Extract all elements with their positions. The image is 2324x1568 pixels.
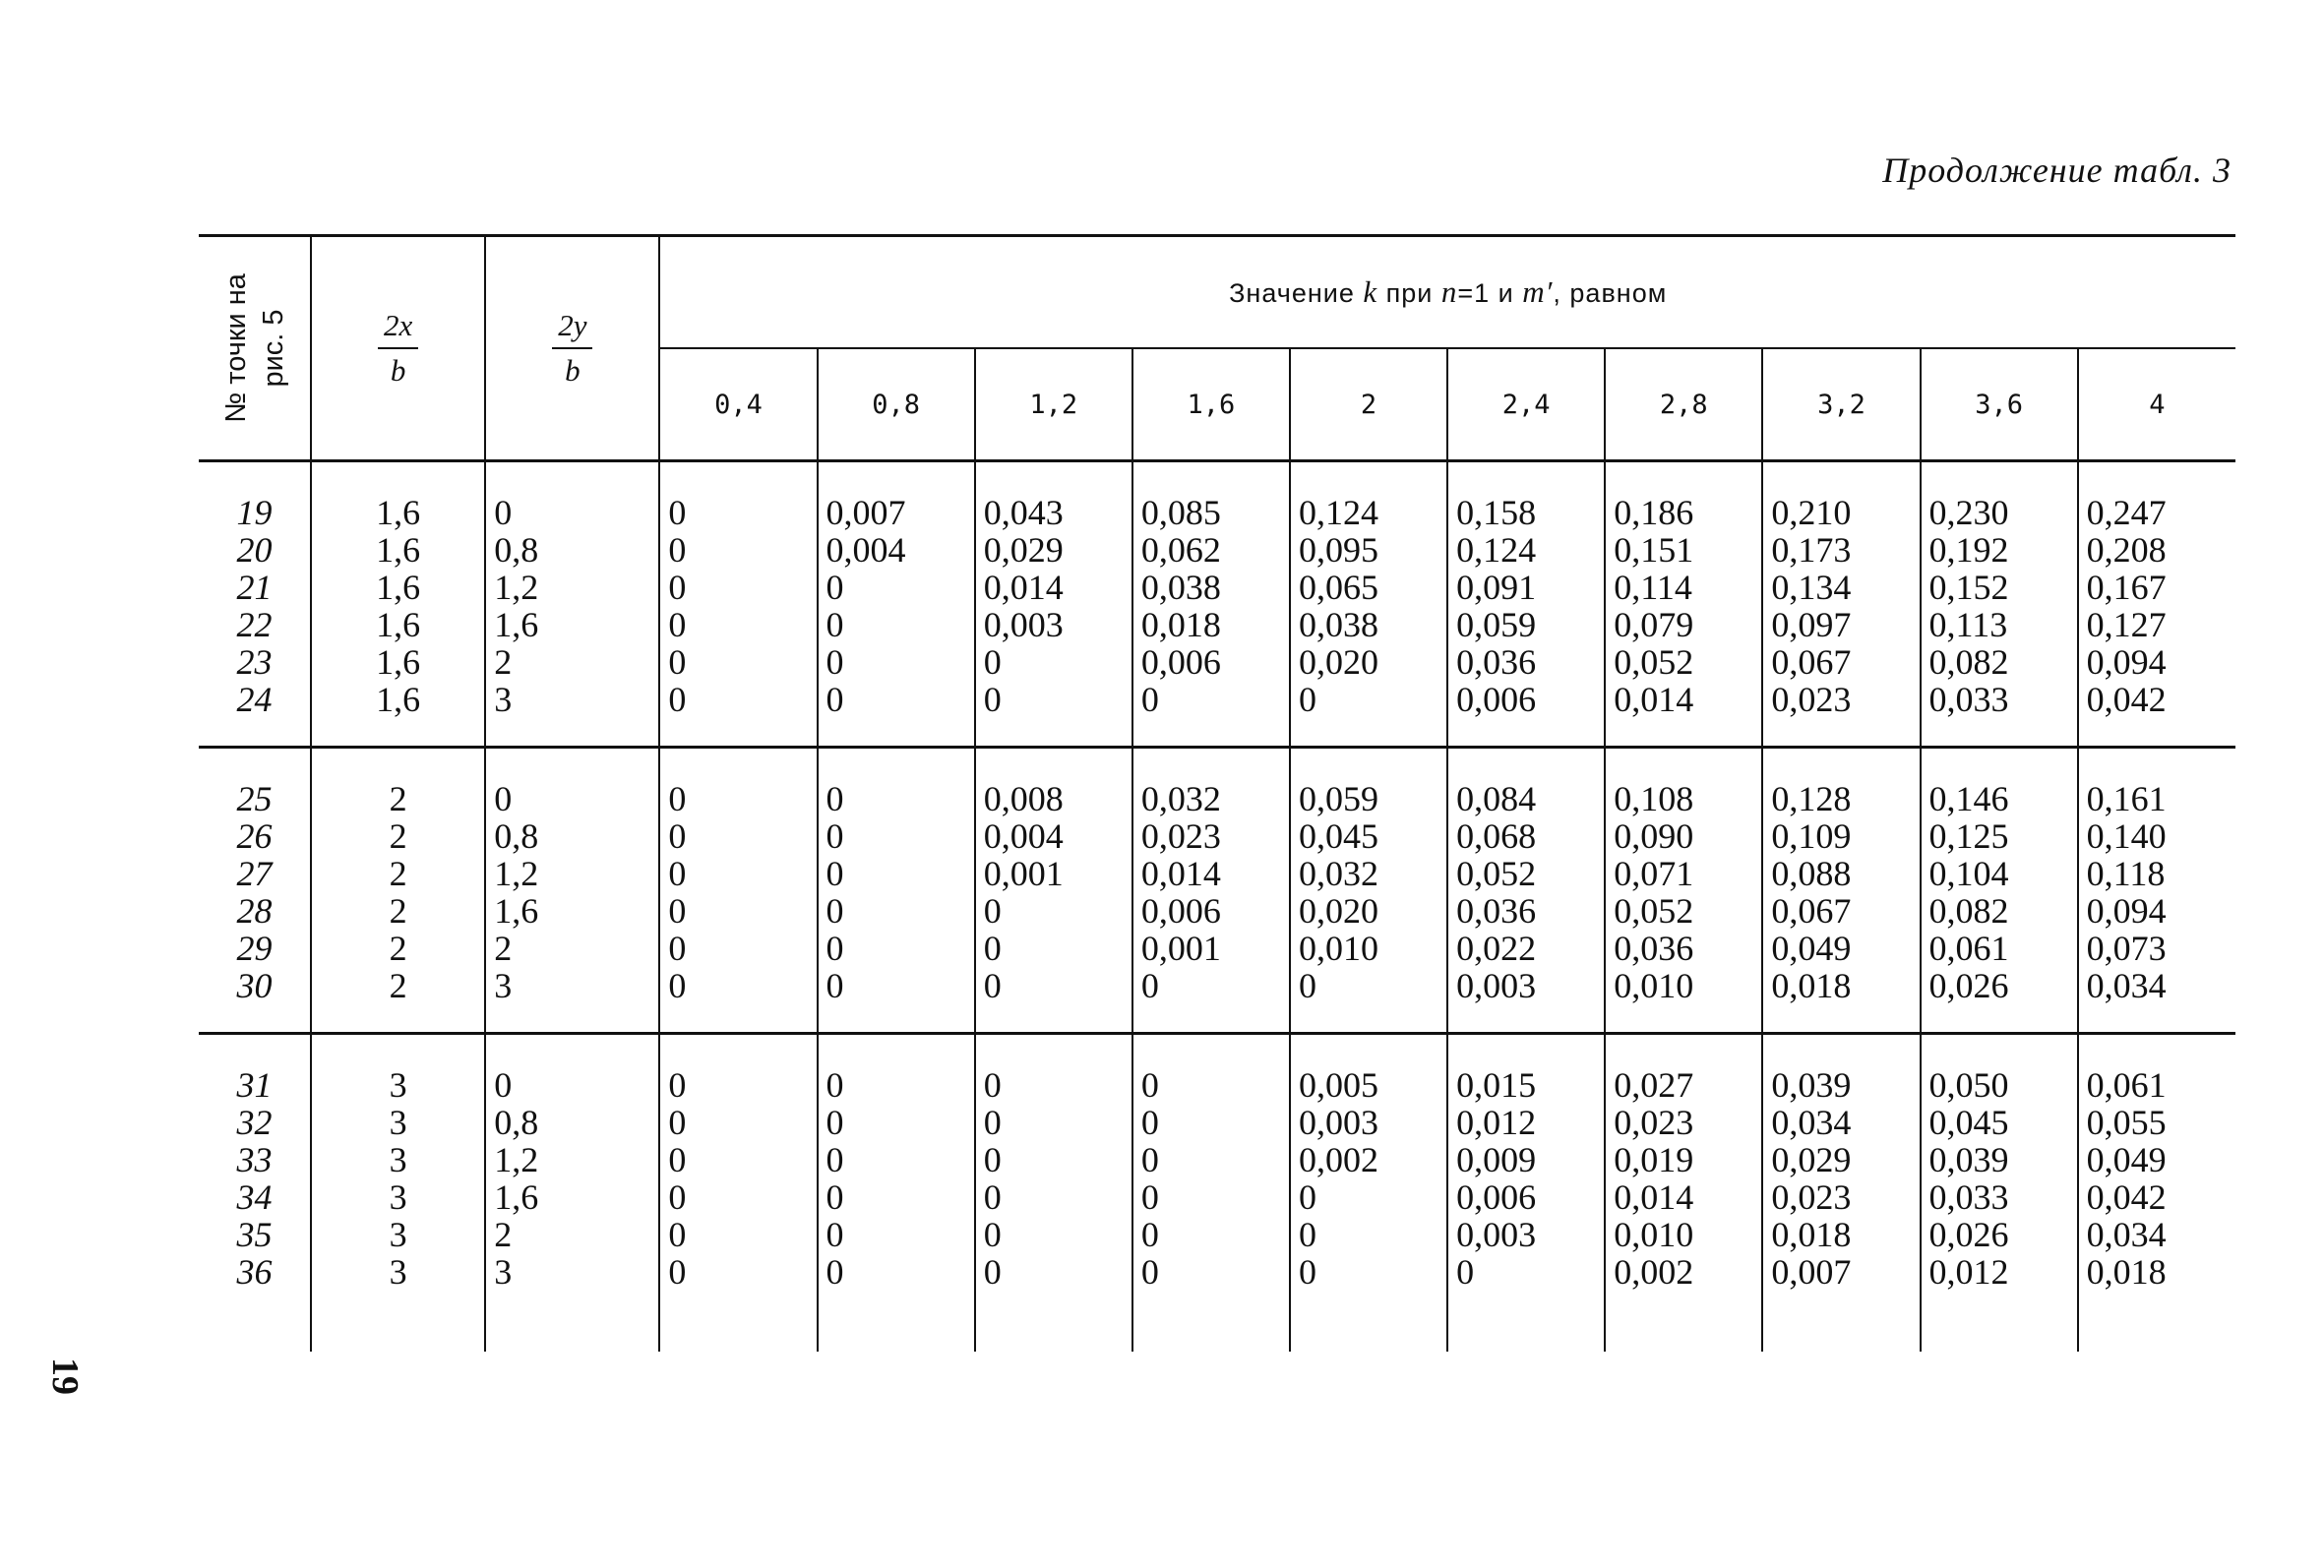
k-value-cell: 0,010 [1605, 967, 1762, 1034]
k-value-cell: 0 [818, 967, 975, 1034]
k-value-cell: 0 [975, 681, 1132, 748]
k-value-cell: 0,002 [1290, 1141, 1447, 1178]
y-ratio-cell: 2 [485, 643, 659, 681]
k-value-cell: 0 [975, 1216, 1132, 1253]
k-value-cell: 0,114 [1605, 569, 1762, 606]
row-group [199, 748, 2235, 1034]
k-value-cell: 0,029 [975, 531, 1132, 569]
point-number-cell: 19 [199, 461, 311, 532]
k-value-cell: 0,082 [1921, 892, 2078, 930]
table-row [199, 643, 2235, 681]
y-ratio-cell: 1,6 [485, 1178, 659, 1216]
k-value-cell: 0,088 [1762, 855, 1920, 892]
k-value-cell: 0,019 [1605, 1141, 1762, 1178]
k-value-cell: 0 [818, 855, 975, 892]
y-ratio-cell: 1,2 [485, 1141, 659, 1178]
table-row [199, 748, 2235, 818]
x-fraction-numerator: 2x [378, 308, 418, 349]
table-row [199, 967, 2235, 1034]
point-number-cell: 23 [236, 642, 273, 682]
table-row [199, 1178, 2235, 1216]
k-value-cell: 0,084 [1447, 748, 1605, 818]
x-ratio-cell: 2 [311, 817, 485, 855]
k-value-cell: 0,001 [1132, 930, 1290, 967]
k-value-cell: 0,065 [1290, 569, 1447, 606]
k-value-cell: 0,090 [1605, 817, 1762, 855]
k-value-cell: 0,015 [1447, 1034, 1605, 1105]
table-row [199, 892, 2235, 930]
k-value-cell: 0,036 [1605, 930, 1762, 967]
k-value-cell: 0,068 [1447, 817, 1605, 855]
y-ratio-cell: 0 [485, 748, 659, 818]
k-value-cell: 0,059 [1290, 748, 1447, 818]
k-value-cell: 0 [1290, 1216, 1447, 1253]
table-row [199, 569, 2235, 606]
table-row [199, 817, 2235, 855]
k-value-cell: 0,082 [1921, 643, 2078, 681]
point-header-line1: № точки на [219, 273, 252, 423]
k-value-cell: 0,052 [1605, 643, 1762, 681]
m-value-header: 2,8 [1605, 348, 1762, 461]
k-value-cell: 0,045 [1921, 1104, 2078, 1141]
y-ratio-cell: 0 [485, 461, 659, 532]
y-fraction-numerator: 2y [552, 308, 592, 349]
k-value-cell: 0 [818, 569, 975, 606]
k-value-cell: 0,018 [1762, 967, 1920, 1034]
y-ratio-cell: 2 [485, 930, 659, 967]
x-ratio-cell: 3 [311, 1104, 485, 1141]
k-value-cell: 0 [659, 855, 817, 892]
k-value-cell: 0,061 [2078, 1034, 2235, 1105]
point-number-cell: 33 [236, 1140, 273, 1179]
k-value-cell: 0 [975, 1253, 1132, 1352]
k-value-cell: 0,052 [1605, 892, 1762, 930]
k-value-cell: 0,173 [1762, 531, 1920, 569]
point-number-cell: 32 [236, 1103, 273, 1142]
k-value-cell: 0,094 [2078, 643, 2235, 681]
k-value-cell: 0 [818, 643, 975, 681]
x-ratio-cell: 2 [311, 748, 485, 818]
k-value-cell: 0 [659, 681, 817, 748]
point-number-cell: 21 [236, 568, 273, 607]
k-value-cell: 0,018 [1132, 606, 1290, 643]
k-value-cell: 0 [818, 1034, 975, 1105]
k-value-cell: 0,128 [1762, 748, 1920, 818]
k-value-cell: 0,033 [1921, 1178, 2078, 1216]
x-ratio-cell: 3 [311, 1178, 485, 1216]
y-ratio-cell: 3 [485, 967, 659, 1034]
k-value-cell: 0,001 [975, 855, 1132, 892]
k-value-cell: 0,007 [1762, 1253, 1920, 1352]
table-row [199, 1141, 2235, 1178]
k-value-cell: 0,018 [2078, 1253, 2235, 1352]
k-value-cell: 0,008 [975, 748, 1132, 818]
point-number-cell: 29 [236, 929, 273, 968]
x-ratio-cell: 1,6 [311, 461, 485, 532]
k-value-cell: 0 [659, 1178, 817, 1216]
k-value-cell: 0,118 [2078, 855, 2235, 892]
k-value-cell: 0,003 [975, 606, 1132, 643]
point-number-cell: 22 [236, 605, 273, 644]
k-value-cell: 0,073 [2078, 930, 2235, 967]
point-number-cell: 20 [236, 530, 273, 570]
x-ratio-cell: 2 [311, 930, 485, 967]
k-value-cell: 0 [818, 681, 975, 748]
m-value-header: 2,4 [1447, 348, 1605, 461]
point-number-cell: 36 [236, 1252, 273, 1292]
m-value-header: 1,6 [1132, 348, 1290, 461]
k-value-cell: 0 [659, 643, 817, 681]
point-column-header [199, 236, 311, 461]
k-value-cell: 0,014 [1132, 855, 1290, 892]
k-value-cell: 0,033 [1921, 681, 2078, 748]
m-value-header: 2 [1290, 348, 1447, 461]
k-value-cell: 0 [975, 967, 1132, 1034]
k-value-cell: 0 [1447, 1253, 1605, 1352]
k-value-cell: 0,032 [1132, 748, 1290, 818]
group-header-m: m′ [1522, 274, 1554, 309]
k-value-cell: 0 [1132, 1104, 1290, 1141]
table-row [199, 1253, 2235, 1352]
k-value-cell: 0 [818, 817, 975, 855]
k-value-cell: 0 [818, 748, 975, 818]
k-value-cell: 0,012 [1447, 1104, 1605, 1141]
k-value-cell: 0,036 [1447, 892, 1605, 930]
point-number-cell: 31 [199, 1034, 311, 1105]
k-value-cell: 0,055 [2078, 1104, 2235, 1141]
y-ratio-cell: 3 [485, 681, 659, 748]
x-ratio-cell: 3 [311, 1253, 485, 1352]
x-ratio-cell: 2 [311, 967, 485, 1034]
k-value-cell: 0,049 [2078, 1141, 2235, 1178]
k-value-cell: 0,003 [1447, 1216, 1605, 1253]
k-value-cell: 0,061 [1921, 930, 2078, 967]
k-value-cell: 0,158 [1447, 461, 1605, 532]
point-number-cell: 27 [236, 854, 273, 893]
k-value-cell: 0 [818, 892, 975, 930]
k-value-cell: 0 [659, 892, 817, 930]
k-value-cell: 0,012 [1921, 1253, 2078, 1352]
k-value-cell: 0,014 [1605, 681, 1762, 748]
k-value-cell: 0,010 [1605, 1216, 1762, 1253]
table-caption: Продолжение табл. 3 [1882, 151, 2232, 190]
k-value-cell: 0,014 [1605, 1178, 1762, 1216]
k-value-cell: 0,052 [1447, 855, 1605, 892]
k-value-cell: 0,006 [1447, 1178, 1605, 1216]
k-value-cell: 0,004 [818, 531, 975, 569]
k-value-cell: 0,210 [1762, 461, 1920, 532]
k-value-cell: 0 [975, 1141, 1132, 1178]
k-value-cell: 0 [818, 1141, 975, 1178]
k-value-cell: 0,085 [1132, 461, 1290, 532]
point-header-line2: рис. 5 [257, 309, 289, 388]
k-value-cell: 0 [975, 1034, 1132, 1105]
point-number-cell: 25 [199, 748, 311, 818]
k-value-cell: 0,167 [2078, 569, 2235, 606]
table-row [199, 606, 2235, 643]
k-value-cell: 0,038 [1290, 606, 1447, 643]
table-row [199, 1034, 2235, 1105]
k-value-cell: 0,007 [818, 461, 975, 532]
k-value-cell: 0,208 [2078, 531, 2235, 569]
k-value-cell: 0 [659, 967, 817, 1034]
k-value-cell: 0 [975, 1178, 1132, 1216]
k-value-cell: 0 [659, 606, 817, 643]
k-value-cell: 0 [1290, 1178, 1447, 1216]
k-value-cell: 0,091 [1447, 569, 1605, 606]
x-ratio-cell: 2 [311, 855, 485, 892]
k-value-cell: 0 [1290, 681, 1447, 748]
x-ratio-cell: 1,6 [311, 569, 485, 606]
k-value-cell: 0,134 [1762, 569, 1920, 606]
k-value-cell: 0 [659, 1216, 817, 1253]
y-ratio-cell: 3 [485, 1253, 659, 1352]
k-value-cell: 0,038 [1132, 569, 1290, 606]
x-column-header [311, 236, 485, 461]
k-value-cell: 0 [1132, 681, 1290, 748]
x-ratio-cell: 3 [311, 1216, 485, 1253]
k-value-cell: 0,124 [1447, 531, 1605, 569]
k-value-cell: 0,108 [1605, 748, 1762, 818]
k-value-cell: 0,067 [1762, 892, 1920, 930]
page-number: 19 [44, 1357, 86, 1395]
k-value-cell: 0,045 [1290, 817, 1447, 855]
point-number-cell: 34 [236, 1177, 273, 1217]
m-value-header: 3,6 [1921, 348, 2078, 461]
k-value-cell: 0 [659, 531, 817, 569]
k-value-cell: 0 [659, 748, 817, 818]
k-value-cell: 0 [975, 643, 1132, 681]
x-ratio-cell: 1,6 [311, 643, 485, 681]
coefficient-table [199, 234, 2235, 1352]
k-value-cell: 0,006 [1132, 892, 1290, 930]
k-value-cell: 0,039 [1762, 1034, 1920, 1105]
k-value-cell: 0,009 [1447, 1141, 1605, 1178]
k-value-cell: 0,003 [1290, 1104, 1447, 1141]
k-value-cell: 0,034 [2078, 1216, 2235, 1253]
y-ratio-cell: 1,6 [485, 892, 659, 930]
k-value-cell: 0 [975, 930, 1132, 967]
k-value-cell: 0,029 [1762, 1141, 1920, 1178]
x-ratio-cell: 3 [311, 1141, 485, 1178]
k-value-cell: 0 [1132, 1141, 1290, 1178]
k-value-cell: 0,146 [1921, 748, 2078, 818]
k-value-cell: 0,067 [1762, 643, 1920, 681]
k-value-cell: 0,010 [1290, 930, 1447, 967]
table-row [199, 531, 2235, 569]
k-value-cell: 0,022 [1447, 930, 1605, 967]
y-ratio-cell: 1,2 [485, 569, 659, 606]
k-value-cell: 0 [818, 1216, 975, 1253]
k-value-cell: 0 [1132, 1216, 1290, 1253]
group-header-text: при [1377, 278, 1441, 308]
y-ratio-cell: 1,6 [485, 606, 659, 643]
k-value-cell: 0,005 [1290, 1034, 1447, 1105]
k-value-cell: 0,062 [1132, 531, 1290, 569]
point-number-cell: 30 [236, 966, 273, 1005]
k-value-cell: 0,039 [1921, 1141, 2078, 1178]
k-value-cell: 0 [1132, 1178, 1290, 1216]
k-value-cell: 0 [659, 1104, 817, 1141]
y-ratio-cell: 0,8 [485, 817, 659, 855]
k-value-cell: 0,192 [1921, 531, 2078, 569]
table-row [199, 681, 2235, 748]
x-ratio-cell: 2 [311, 892, 485, 930]
k-value-cell: 0,127 [2078, 606, 2235, 643]
row-group [199, 461, 2235, 748]
x-ratio-cell: 3 [311, 1034, 485, 1105]
k-value-cell: 0,020 [1290, 643, 1447, 681]
k-value-cell: 0 [975, 1104, 1132, 1141]
k-value-cell: 0,109 [1762, 817, 1920, 855]
k-value-cell: 0,034 [2078, 967, 2235, 1034]
k-value-cell: 0,140 [2078, 817, 2235, 855]
k-value-cell: 0,036 [1447, 643, 1605, 681]
group-header-k: k [1363, 274, 1378, 309]
k-value-cell: 0,059 [1447, 606, 1605, 643]
y-fraction-denominator: b [565, 353, 581, 388]
k-value-cell: 0,027 [1605, 1034, 1762, 1105]
m-value-header: 0,4 [659, 348, 817, 461]
k-value-cell: 0,113 [1921, 606, 2078, 643]
y-ratio-cell: 0 [485, 1034, 659, 1105]
point-number-cell: 35 [236, 1215, 273, 1254]
k-value-cell: 0,020 [1290, 892, 1447, 930]
point-number-cell: 28 [236, 891, 273, 931]
k-value-cell: 0,006 [1447, 681, 1605, 748]
k-value-cell: 0 [1132, 967, 1290, 1034]
k-value-cell: 0 [659, 1034, 817, 1105]
k-value-cell: 0,247 [2078, 461, 2235, 532]
x-fraction-denominator: b [390, 353, 406, 388]
k-value-cell: 0,042 [2078, 681, 2235, 748]
k-value-cell: 0,079 [1605, 606, 1762, 643]
k-value-cell: 0,023 [1605, 1104, 1762, 1141]
k-value-cell: 0,095 [1290, 531, 1447, 569]
k-value-cell: 0 [1132, 1253, 1290, 1352]
k-value-cell: 0,014 [975, 569, 1132, 606]
k-value-cell: 0,043 [975, 461, 1132, 532]
table-row [199, 1216, 2235, 1253]
table-row [199, 930, 2235, 967]
k-value-cell: 0,104 [1921, 855, 2078, 892]
k-value-cell: 0,023 [1762, 681, 1920, 748]
k-value-cell: 0 [818, 1104, 975, 1141]
m-value-header: 0,8 [818, 348, 975, 461]
k-value-cell: 0,026 [1921, 1216, 2078, 1253]
k-value-cell: 0,161 [2078, 748, 2235, 818]
k-value-cell: 0,034 [1762, 1104, 1920, 1141]
table-header [199, 236, 2235, 461]
k-value-cell: 0 [818, 606, 975, 643]
k-value-cell: 0,230 [1921, 461, 2078, 532]
y-column-header [485, 236, 659, 461]
k-value-cell: 0 [659, 1141, 817, 1178]
m-value-header: 4 [2078, 348, 2235, 461]
k-value-cell: 0 [659, 461, 817, 532]
k-value-cell: 0,023 [1762, 1178, 1920, 1216]
y-ratio-cell: 2 [485, 1216, 659, 1253]
k-value-cell: 0 [659, 817, 817, 855]
group-header-text: =1 и [1457, 278, 1523, 308]
k-value-cell: 0,023 [1132, 817, 1290, 855]
k-value-cell: 0,002 [1605, 1253, 1762, 1352]
k-value-cell: 0,026 [1921, 967, 2078, 1034]
k-value-cell: 0,186 [1605, 461, 1762, 532]
k-value-cell: 0,094 [2078, 892, 2235, 930]
k-value-cell: 0 [1290, 967, 1447, 1034]
k-value-cell: 0 [1290, 1253, 1447, 1352]
row-group [199, 1034, 2235, 1353]
k-value-cell: 0 [818, 1178, 975, 1216]
group-header-text: Значение [1229, 278, 1364, 308]
k-value-cell: 0,097 [1762, 606, 1920, 643]
k-value-cell: 0 [659, 930, 817, 967]
table-row [199, 1104, 2235, 1141]
k-value-cell: 0,050 [1921, 1034, 2078, 1105]
x-ratio-cell: 1,6 [311, 681, 485, 748]
k-value-cell: 0 [818, 1253, 975, 1352]
table-row [199, 855, 2235, 892]
group-header-text: , равном [1553, 278, 1668, 308]
k-value-cell: 0,049 [1762, 930, 1920, 967]
k-values-group-header [659, 236, 2235, 349]
k-value-cell: 0 [818, 930, 975, 967]
y-ratio-cell: 0,8 [485, 531, 659, 569]
point-number-cell: 24 [236, 680, 273, 719]
k-value-cell: 0,042 [2078, 1178, 2235, 1216]
k-value-cell: 0,006 [1132, 643, 1290, 681]
k-value-cell: 0 [1132, 1034, 1290, 1105]
k-value-cell: 0,125 [1921, 817, 2078, 855]
k-value-cell: 0,152 [1921, 569, 2078, 606]
k-value-cell: 0,124 [1290, 461, 1447, 532]
k-value-cell: 0,003 [1447, 967, 1605, 1034]
k-value-cell: 0 [659, 1253, 817, 1352]
y-ratio-cell: 1,2 [485, 855, 659, 892]
table-row [199, 461, 2235, 532]
x-ratio-cell: 1,6 [311, 531, 485, 569]
m-value-header: 1,2 [975, 348, 1132, 461]
point-number-cell: 26 [236, 816, 273, 856]
group-header-n: n [1440, 274, 1458, 309]
k-value-cell: 0,004 [975, 817, 1132, 855]
k-value-cell: 0 [975, 892, 1132, 930]
y-ratio-cell: 0,8 [485, 1104, 659, 1141]
k-value-cell: 0,018 [1762, 1216, 1920, 1253]
k-value-cell: 0,032 [1290, 855, 1447, 892]
k-value-cell: 0,151 [1605, 531, 1762, 569]
k-value-cell: 0 [659, 569, 817, 606]
x-ratio-cell: 1,6 [311, 606, 485, 643]
m-value-header: 3,2 [1762, 348, 1920, 461]
k-value-cell: 0,071 [1605, 855, 1762, 892]
